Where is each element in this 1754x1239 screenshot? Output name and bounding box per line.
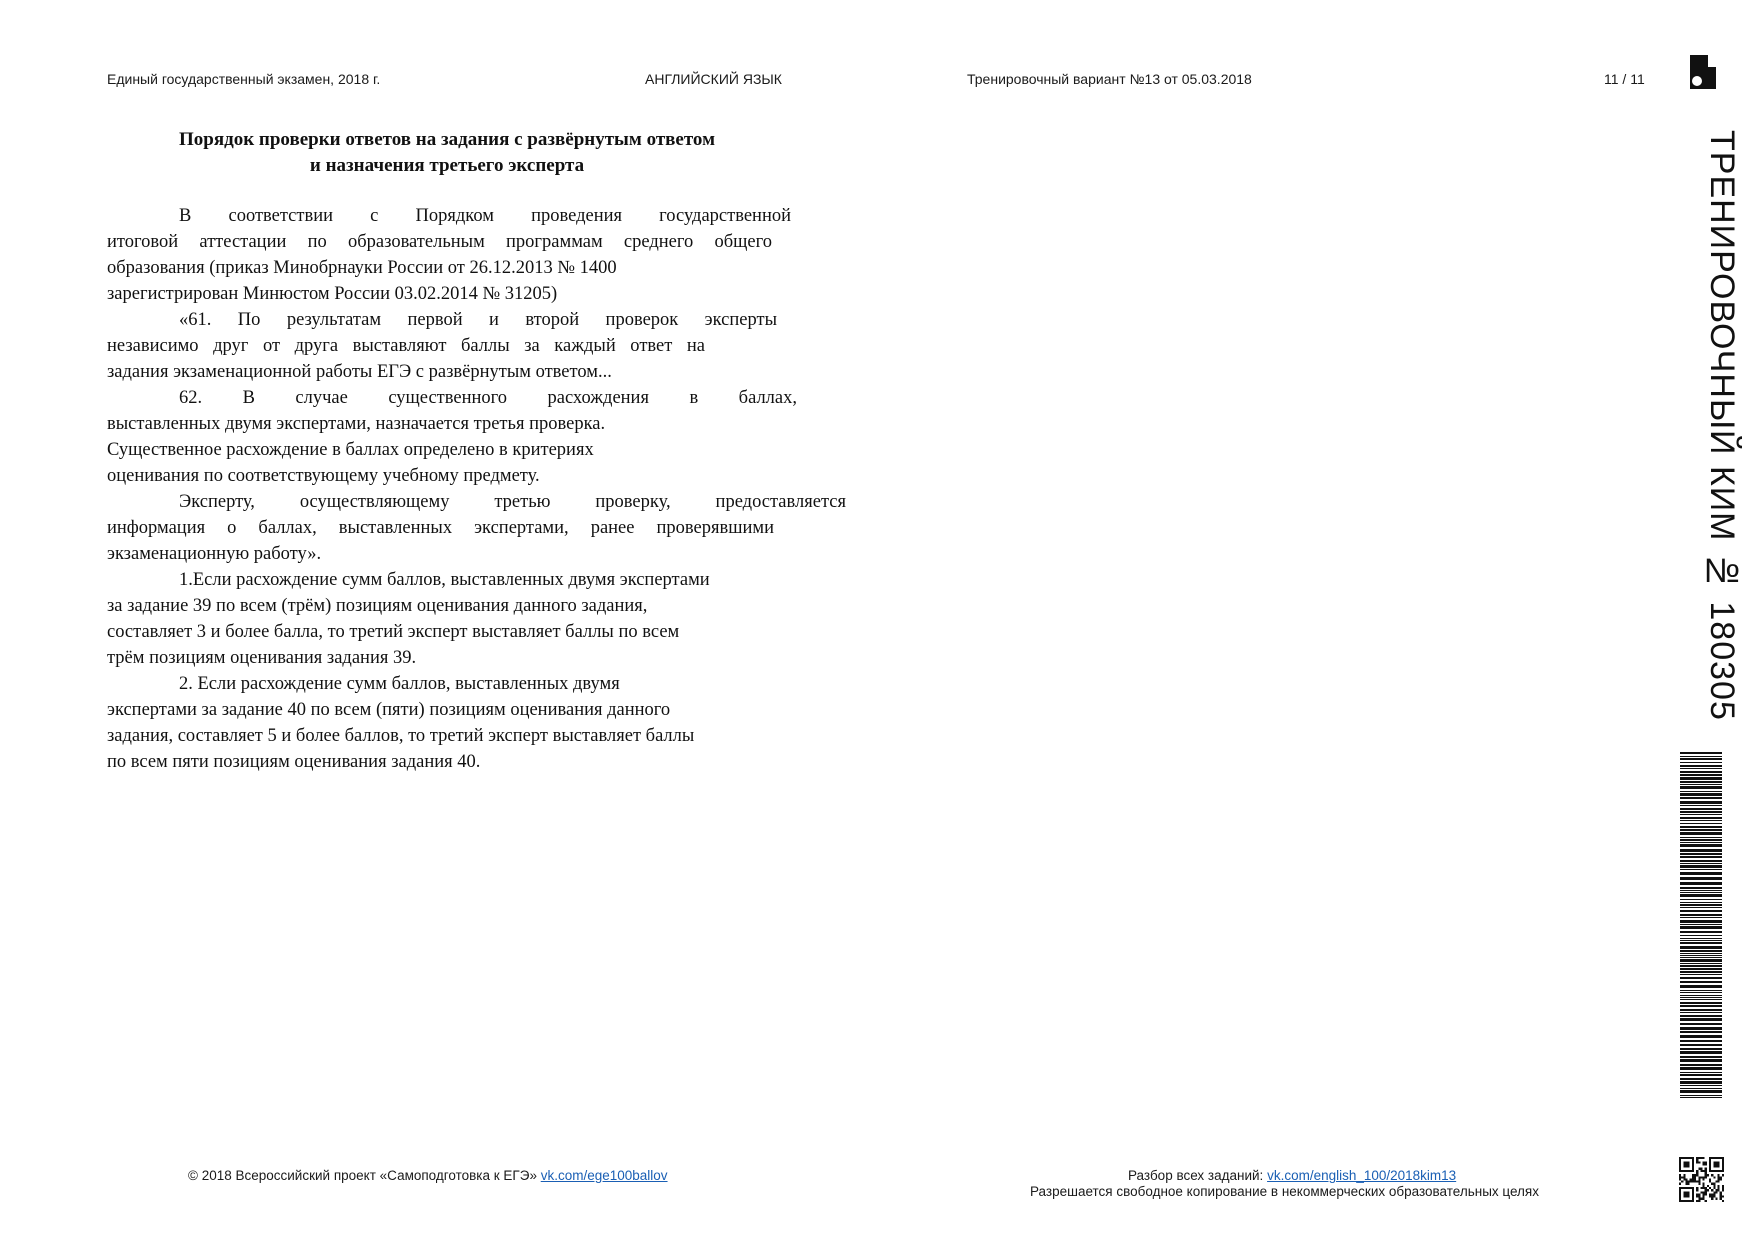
- qr-module: [1679, 1174, 1681, 1176]
- barcode-bar: [1680, 955, 1722, 956]
- barcode-bar: [1680, 882, 1722, 885]
- barcode-bar: [1680, 837, 1722, 838]
- barcode-bar: [1680, 953, 1722, 954]
- qr-module: [1705, 1200, 1707, 1202]
- barcode-bar: [1680, 777, 1722, 780]
- barcode-bar: [1680, 839, 1722, 841]
- body-line: оценивания по соответствующему учебному предмету.: [107, 466, 540, 486]
- barcode-bar: [1680, 917, 1722, 918]
- qr-module: [1713, 1161, 1719, 1167]
- qr-module: [1720, 1178, 1722, 1180]
- qr-module: [1715, 1189, 1717, 1191]
- barcode-bar: [1680, 910, 1722, 912]
- qr-module: [1703, 1196, 1705, 1198]
- qr-module: [1705, 1172, 1707, 1174]
- qr-module: [1683, 1191, 1689, 1197]
- barcode-bar: [1680, 872, 1722, 875]
- qr-module: [1718, 1176, 1720, 1178]
- body-line: за задание 39 по всем (трём) позициям оценивания данного задания,: [107, 596, 648, 616]
- barcode-bar: [1680, 965, 1722, 967]
- barcode-bar: [1680, 856, 1722, 858]
- qr-module: [1703, 1157, 1705, 1159]
- qr-code-icon: [1679, 1157, 1724, 1202]
- barcode-bar: [1680, 793, 1722, 796]
- barcode-bar: [1680, 756, 1722, 757]
- qr-module: [1711, 1183, 1713, 1185]
- barcode-bar: [1680, 849, 1722, 852]
- barcode-bar: [1680, 797, 1722, 799]
- barcode-bar: [1680, 768, 1722, 769]
- barcode-bar: [1680, 971, 1722, 973]
- barcode-bar: [1680, 829, 1722, 831]
- barcode-bar: [1680, 1064, 1722, 1066]
- barcode-bar: [1680, 869, 1722, 870]
- barcode-bar: [1680, 1078, 1722, 1080]
- qr-module: [1700, 1170, 1702, 1172]
- barcode-bar: [1680, 832, 1722, 835]
- body-line: 62. В случае существенного расхождения в баллах,: [179, 388, 797, 408]
- barcode-bar: [1680, 942, 1722, 944]
- qr-module: [1720, 1196, 1722, 1198]
- footer-license: Разрешается свободное копирование в некоммерческих образовательных целях: [1030, 1184, 1539, 1199]
- barcode-bar: [1680, 853, 1722, 855]
- body-line: независимо друг от друга выставляют баллы за каждый ответ на: [107, 336, 705, 356]
- body-line: задания, составляет 5 и более баллов, то третий эксперт выставляет баллы: [107, 726, 695, 746]
- barcode-bar: [1680, 1074, 1722, 1076]
- qr-module: [1703, 1187, 1705, 1189]
- qr-module: [1711, 1198, 1713, 1200]
- qr-module: [1703, 1178, 1705, 1180]
- qr-module: [1705, 1161, 1707, 1163]
- qr-module: [1705, 1176, 1707, 1178]
- qr-module: [1705, 1191, 1707, 1193]
- body-line: итоговой аттестации по образовательным программам среднего общего: [107, 232, 772, 252]
- qr-module: [1707, 1189, 1709, 1191]
- barcode-bar: [1680, 968, 1722, 970]
- side-vertical-title: ТРЕНИРОВОЧНЫЙ КИМ № 180305: [1703, 130, 1741, 721]
- body-line: В соответствии с Порядком проведения государственной: [179, 206, 791, 226]
- qr-module: [1715, 1181, 1717, 1183]
- barcode-bar: [1680, 1097, 1722, 1098]
- barcode-bar: [1680, 995, 1722, 996]
- qr-module: [1722, 1189, 1724, 1191]
- barcode-bar: [1680, 811, 1722, 813]
- qr-module: [1713, 1193, 1715, 1195]
- barcode-bar: [1680, 1067, 1722, 1070]
- barcode-bar: [1680, 999, 1722, 1000]
- qr-module: [1720, 1193, 1722, 1195]
- barcode-bar: [1680, 985, 1722, 988]
- qr-module: [1713, 1191, 1715, 1193]
- qr-module: [1722, 1200, 1724, 1202]
- barcode-bar: [1680, 1090, 1722, 1093]
- barcode-bar: [1680, 762, 1722, 763]
- document-body: [107, 203, 846, 775]
- footer-link-kim13[interactable]: vk.com/english_100/2018kim13: [1267, 1168, 1457, 1183]
- qr-module: [1700, 1191, 1702, 1193]
- qr-module: [1688, 1181, 1690, 1183]
- qr-module: [1713, 1176, 1715, 1178]
- barcode-bar: [1680, 959, 1722, 962]
- body-line: экзаменационную работу».: [107, 544, 322, 564]
- qr-module: [1698, 1200, 1700, 1202]
- barcode-bar: [1680, 1005, 1722, 1007]
- footer-link-ege100ballov[interactable]: vk.com/ege100ballov: [540, 1168, 668, 1183]
- barcode-icon: [1680, 752, 1722, 1100]
- barcode-bar: [1680, 924, 1722, 925]
- title-line-2: и назначения третьего эксперта: [309, 155, 585, 176]
- barcode-bar: [1680, 931, 1722, 933]
- barcode-bar: [1680, 801, 1722, 804]
- barcode-bar: [1680, 771, 1722, 773]
- qr-module: [1703, 1183, 1705, 1185]
- barcode-bar: [1680, 1023, 1722, 1025]
- barcode-bar: [1680, 1035, 1722, 1038]
- qr-module: [1692, 1178, 1694, 1180]
- qr-module: [1696, 1181, 1698, 1183]
- barcode-bar: [1680, 950, 1722, 952]
- barcode-bar: [1680, 894, 1722, 897]
- barcode-bar: [1680, 899, 1722, 900]
- qr-module: [1718, 1187, 1720, 1189]
- barcode-bar: [1680, 992, 1722, 993]
- qr-module: [1703, 1170, 1705, 1172]
- barcode-bar: [1680, 1012, 1722, 1013]
- qr-module: [1696, 1157, 1698, 1159]
- body-line: Эксперту, осуществляющему третью проверку, предоставляется: [179, 492, 846, 512]
- qr-module: [1705, 1187, 1707, 1189]
- qr-module: [1690, 1181, 1692, 1183]
- barcode-bar: [1680, 981, 1722, 983]
- header-subject: АНГЛИЙСКИЙ ЯЗЫК: [645, 71, 782, 87]
- qr-module: [1698, 1161, 1700, 1163]
- qr-module: [1700, 1198, 1702, 1200]
- barcode-bar: [1680, 890, 1722, 891]
- barcode-bar: [1680, 805, 1722, 806]
- qr-module: [1711, 1189, 1713, 1191]
- barcode-bar: [1680, 1081, 1722, 1084]
- body-line: информация о баллах, выставленных экспертами, ранее проверявшими: [107, 518, 774, 538]
- qr-module: [1698, 1181, 1700, 1183]
- qr-module: [1679, 1178, 1681, 1180]
- barcode-bar: [1680, 844, 1722, 847]
- qr-module: [1700, 1187, 1702, 1189]
- barcode-bar: [1680, 860, 1722, 862]
- barcode-bar: [1680, 791, 1722, 792]
- barcode-bar: [1680, 904, 1722, 906]
- body-line: 2. Если расхождение сумм баллов, выставленных двумя: [179, 674, 620, 694]
- qr-module: [1713, 1185, 1715, 1187]
- body-line: по всем пяти позициям оценивания задания 40.: [107, 752, 481, 772]
- header-page-number: 11 / 11: [1604, 71, 1645, 87]
- qr-module: [1703, 1161, 1705, 1163]
- barcode-bar: [1680, 820, 1722, 821]
- qr-module: [1703, 1198, 1705, 1200]
- barcode-bar: [1680, 1088, 1722, 1089]
- footer-analysis-text: Разбор всех заданий:: [1128, 1168, 1268, 1183]
- barcode-bar: [1680, 926, 1722, 929]
- barcode-bar: [1680, 963, 1722, 964]
- qr-module: [1685, 1178, 1687, 1180]
- qr-module: [1694, 1181, 1696, 1183]
- qr-module: [1694, 1176, 1696, 1178]
- qr-module: [1711, 1193, 1713, 1195]
- barcode-bar: [1680, 1095, 1722, 1096]
- barcode-bar: [1680, 1018, 1722, 1021]
- qr-module: [1705, 1168, 1707, 1170]
- footer-copyright: [188, 1168, 668, 1183]
- body-line: экспертами за задание 40 по всем (пяти) позициям оценивания данного: [107, 700, 671, 720]
- barcode-bar: [1680, 784, 1722, 785]
- barcode-bar: [1680, 902, 1722, 903]
- qr-module: [1700, 1168, 1702, 1170]
- qr-module: [1718, 1174, 1720, 1176]
- qr-module: [1718, 1189, 1720, 1191]
- barcode-bar: [1680, 1059, 1722, 1062]
- body-line: образования (приказ Минобрнауки России от 26.12.2013 № 1400: [107, 258, 617, 278]
- qr-module: [1705, 1174, 1707, 1176]
- qr-module: [1685, 1183, 1687, 1185]
- barcode-bar: [1680, 1031, 1722, 1033]
- qr-module: [1718, 1181, 1720, 1183]
- body-line: задания экзаменационной работы ЕГЭ с развёрнутым ответом...: [107, 362, 612, 382]
- barcode-bar: [1680, 814, 1722, 815]
- qr-module: [1683, 1174, 1685, 1176]
- qr-module: [1698, 1176, 1700, 1178]
- barcode-bar: [1680, 1027, 1722, 1030]
- qr-module: [1681, 1181, 1683, 1183]
- barcode-bar: [1680, 1040, 1722, 1042]
- qr-module: [1709, 1178, 1711, 1180]
- qr-module: [1722, 1187, 1724, 1189]
- qr-module: [1696, 1174, 1698, 1176]
- qr-module: [1698, 1168, 1700, 1170]
- qr-module: [1696, 1159, 1698, 1161]
- qr-module: [1718, 1178, 1720, 1180]
- barcode-bar: [1680, 935, 1722, 936]
- qr-module: [1698, 1183, 1700, 1185]
- barcode-bar: [1680, 940, 1722, 941]
- qr-module: [1711, 1196, 1713, 1198]
- barcode-bar: [1680, 823, 1722, 824]
- barcode-bar: [1680, 997, 1722, 998]
- barcode-bar: [1680, 907, 1722, 908]
- barcode-bar: [1680, 865, 1722, 868]
- qr-module: [1715, 1198, 1717, 1200]
- barcode-bar: [1680, 1048, 1722, 1050]
- qr-module: [1685, 1181, 1687, 1183]
- qr-module: [1698, 1178, 1700, 1180]
- qr-module: [1694, 1178, 1696, 1180]
- qr-module: [1696, 1189, 1698, 1191]
- barcode-bar: [1680, 1044, 1722, 1046]
- barcode-bar: [1680, 826, 1722, 828]
- qr-module: [1711, 1174, 1713, 1176]
- header-variant: Тренировочный вариант №13 от 05.03.2018: [967, 71, 1252, 87]
- qr-module: [1715, 1191, 1717, 1193]
- barcode-bar: [1680, 892, 1722, 893]
- qr-module: [1713, 1187, 1715, 1189]
- barcode-bar: [1680, 946, 1722, 949]
- qr-module: [1692, 1176, 1694, 1178]
- body-line: трём позициям оценивания задания 39.: [107, 648, 417, 668]
- qr-module: [1694, 1174, 1696, 1176]
- qr-module: [1705, 1193, 1707, 1195]
- qr-module: [1713, 1183, 1715, 1185]
- qr-module: [1696, 1187, 1698, 1189]
- barcode-bar: [1680, 817, 1722, 819]
- qr-module: [1722, 1196, 1724, 1198]
- barcode-bar: [1680, 774, 1722, 776]
- document-title: [107, 127, 787, 179]
- barcode-bar: [1680, 758, 1722, 760]
- qr-module: [1700, 1157, 1702, 1159]
- qr-module: [1681, 1176, 1683, 1178]
- barcode-bar: [1680, 1085, 1722, 1086]
- barcode-bar: [1680, 990, 1722, 991]
- qr-module: [1679, 1183, 1681, 1185]
- qr-module: [1703, 1185, 1705, 1187]
- barcode-bar: [1680, 938, 1722, 939]
- qr-module: [1722, 1185, 1724, 1187]
- qr-module: [1696, 1200, 1698, 1202]
- barcode-bar: [1680, 1002, 1722, 1004]
- qr-module: [1709, 1181, 1711, 1183]
- qr-module: [1720, 1198, 1722, 1200]
- barcode-bar: [1680, 781, 1722, 783]
- qr-module: [1709, 1193, 1711, 1195]
- qr-module: [1709, 1187, 1711, 1189]
- qr-module: [1679, 1176, 1681, 1178]
- barcode-bar: [1680, 863, 1722, 864]
- qr-module: [1696, 1172, 1698, 1174]
- body-line: выставленных двумя экспертами, назначается третья проверка.: [107, 414, 606, 434]
- barcode-bar: [1680, 920, 1722, 923]
- qr-module: [1707, 1174, 1709, 1176]
- barcode-bar: [1680, 914, 1722, 916]
- qr-module: [1720, 1176, 1722, 1178]
- qr-module: [1705, 1163, 1707, 1165]
- barcode-bar: [1680, 957, 1722, 958]
- qr-module: [1709, 1196, 1711, 1198]
- qr-module: [1707, 1185, 1709, 1187]
- barcode-bar: [1680, 1072, 1722, 1073]
- barcode-bar: [1680, 1015, 1722, 1017]
- qr-module: [1713, 1196, 1715, 1198]
- body-line: составляет 3 и более балла, то третий эксперт выставляет баллы по всем: [107, 622, 680, 642]
- qr-module: [1698, 1196, 1700, 1198]
- footer-analysis: [1128, 1168, 1456, 1183]
- qr-module: [1703, 1176, 1705, 1178]
- barcode-bar: [1680, 1009, 1722, 1011]
- body-line: «61. По результатам первой и второй проверок эксперты: [179, 310, 777, 330]
- body-line: 1.Если расхождение сумм баллов, выставленных двумя экспертами: [179, 570, 710, 590]
- header-exam-title: Единый государственный экзамен, 2018 г.: [107, 71, 381, 87]
- barcode-bar: [1680, 752, 1722, 754]
- qr-module: [1700, 1176, 1702, 1178]
- barcode-bar: [1680, 765, 1722, 767]
- qr-module: [1698, 1198, 1700, 1200]
- qr-module: [1718, 1185, 1720, 1187]
- qr-module: [1720, 1191, 1722, 1193]
- barcode-bar: [1680, 786, 1722, 789]
- qr-module: [1696, 1161, 1698, 1163]
- qr-module: [1696, 1196, 1698, 1198]
- qr-module: [1705, 1170, 1707, 1172]
- qr-module: [1703, 1163, 1705, 1165]
- qr-module: [1692, 1174, 1694, 1176]
- barcode-bar: [1680, 1051, 1722, 1054]
- qr-module: [1703, 1193, 1705, 1195]
- qr-module: [1705, 1189, 1707, 1191]
- qr-module: [1683, 1178, 1685, 1180]
- qr-module: [1683, 1176, 1685, 1178]
- qr-module: [1696, 1170, 1698, 1172]
- barcode-bar: [1680, 808, 1722, 810]
- barcode-bar: [1680, 1056, 1722, 1058]
- footer-copyright-text: © 2018 Всероссийский проект «Самоподготовка к ЕГЭ»: [188, 1168, 541, 1183]
- qr-module: [1703, 1191, 1705, 1193]
- qr-module: [1683, 1161, 1689, 1167]
- barcode-bar: [1680, 977, 1722, 979]
- barcode-bar: [1680, 887, 1722, 889]
- qr-module: [1696, 1193, 1698, 1195]
- title-line-1: Порядок проверки ответов на задания с развёрнутым ответом: [178, 129, 716, 150]
- qr-module: [1690, 1178, 1692, 1180]
- barcode-bar: [1680, 974, 1722, 975]
- qr-module: [1692, 1181, 1694, 1183]
- qr-module: [1698, 1157, 1700, 1159]
- qr-module: [1722, 1174, 1724, 1176]
- barcode-bar: [1680, 842, 1722, 843]
- barcode-bar: [1680, 877, 1722, 880]
- logo-icon: [1690, 55, 1716, 89]
- qr-module: [1688, 1183, 1690, 1185]
- body-line: Существенное расхождение в баллах определено в критериях: [107, 440, 594, 460]
- qr-module: [1698, 1193, 1700, 1195]
- body-line: зарегистрирован Минюстом России 03.02.2014 № 31205): [107, 284, 558, 304]
